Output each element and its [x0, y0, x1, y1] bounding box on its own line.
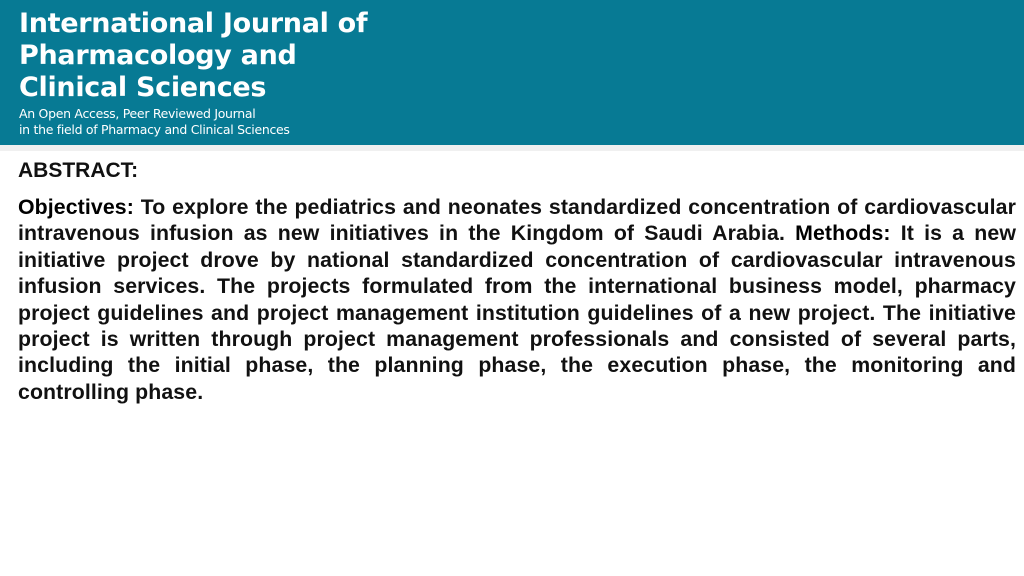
tagline-line: An Open Access, Peer Reviewed Journal [19, 106, 256, 121]
journal-title [19, 8, 367, 104]
journal-header-banner [0, 0, 1024, 145]
methods-label: Methods: [795, 221, 891, 246]
abstract-body [18, 194, 1016, 405]
journal-title-line: Clinical Sciences [19, 72, 267, 103]
journal-title-line: International Journal of [19, 8, 368, 39]
journal-tagline [19, 106, 290, 138]
methods-text: It is a new initiative project drove by national standardized concentration of cardiovascular intravenous infusion services. The projects formulated from the international business model, pharmacy project guidelines and project management institution guidelines of a new project. The initiative project is written through project management professionals and consisted of several parts, including the initial phase, the planning phase, the execution phase, the monitoring and controlling phase. [18, 221, 1016, 404]
objectives-label: Objectives: [18, 195, 134, 219]
header-divider [0, 145, 1024, 151]
objectives-text: To explore the pediatrics and neonates standardized concentration of cardiovascular intravenous infusion as new initiatives in the Kingdom of Saudi Arabia. [18, 195, 1016, 246]
journal-title-line: Pharmacology and [19, 40, 297, 71]
abstract-heading: ABSTRACT: [18, 159, 139, 182]
tagline-line: in the field of Pharmacy and Clinical Sciences [19, 122, 290, 137]
